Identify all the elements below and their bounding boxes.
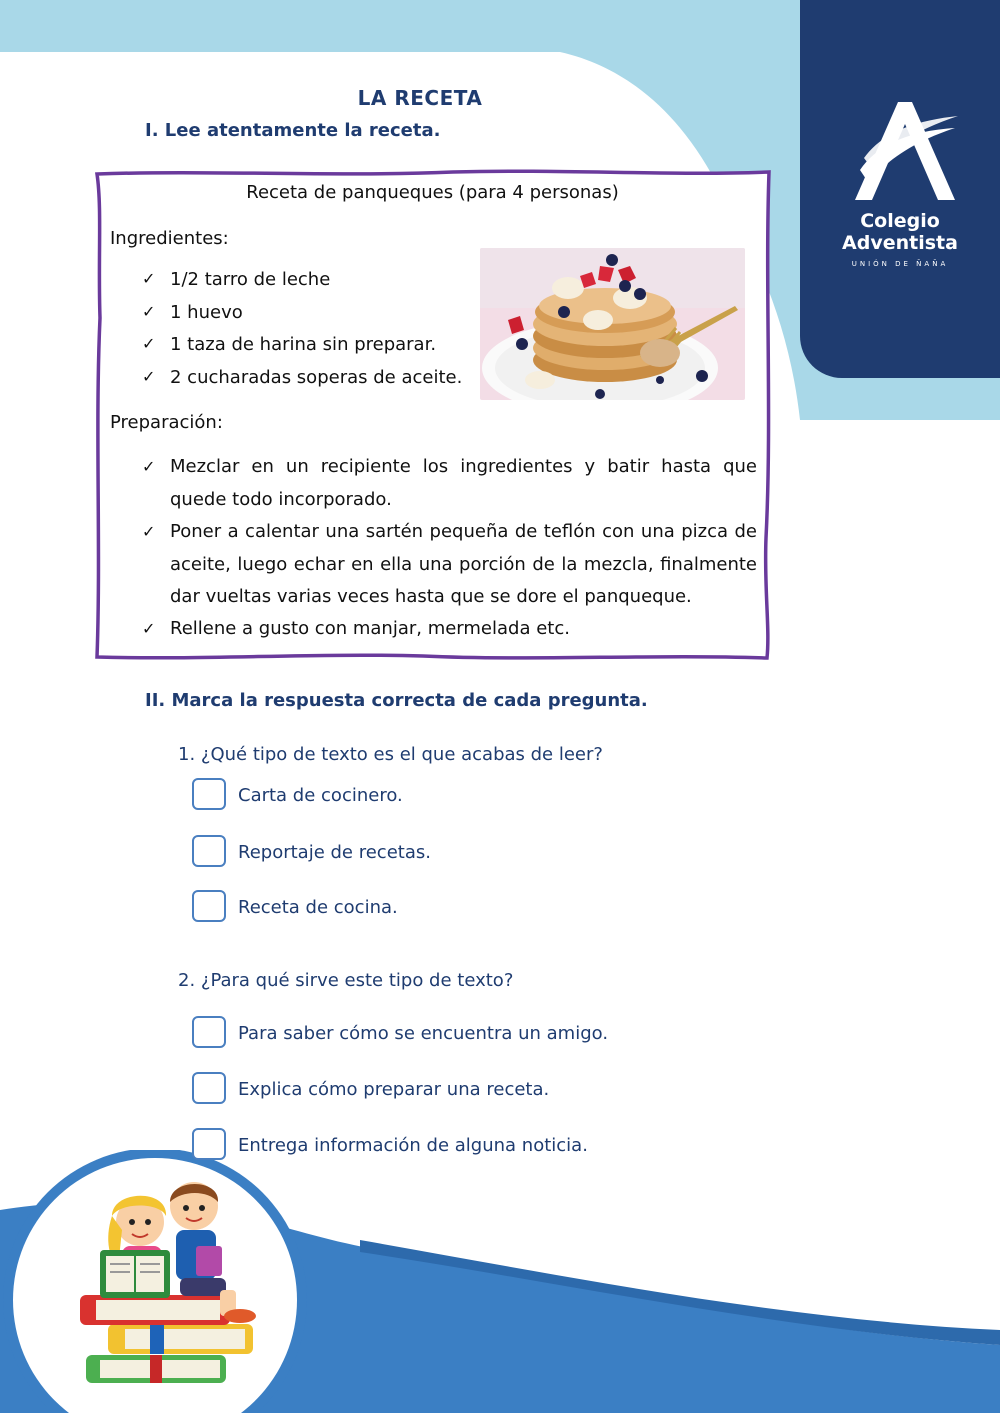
answer-option-label: Carta de cocinero.: [238, 785, 403, 806]
answer-option[interactable]: [192, 1016, 712, 1050]
preparation-step: [142, 613, 757, 646]
answer-option-label: Explica cómo preparar una receta.: [238, 1079, 550, 1100]
answer-option[interactable]: [192, 835, 712, 869]
checkbox[interactable]: [192, 1072, 226, 1104]
preparation-step-text: Mezclar en un recipiente los ingredientes y batir hasta que quede todo incorporado.: [170, 456, 757, 510]
check-icon: ✓: [142, 457, 156, 476]
answer-option[interactable]: [192, 778, 712, 812]
check-icon: ✓: [142, 619, 156, 638]
check-icon: ✓: [142, 367, 156, 386]
pancake-photo: [480, 248, 745, 400]
answer-option[interactable]: [192, 1128, 712, 1162]
checkbox[interactable]: [192, 835, 226, 867]
preparation-step-text: Rellene a gusto con manjar, mermelada etc.: [170, 618, 570, 639]
school-logo-panel: [800, 0, 1000, 378]
checkbox[interactable]: [192, 778, 226, 810]
page-title: LA RECETA: [357, 86, 483, 110]
recipe-title: Receta de panqueques (para 4 personas): [246, 182, 619, 203]
answer-option-label: Para saber cómo se encuentra un amigo.: [238, 1023, 609, 1044]
question-2: 2. ¿Para qué sirve este tipo de texto?: [178, 970, 514, 991]
answer-option-label: Reportaje de recetas.: [238, 842, 431, 863]
preparation-step: [142, 451, 757, 516]
ingredients-heading: Ingredientes:: [110, 228, 229, 249]
checkbox[interactable]: [192, 1128, 226, 1160]
answer-option[interactable]: [192, 890, 712, 924]
check-icon: ✓: [142, 269, 156, 288]
question-1: 1. ¿Qué tipo de texto es el que acabas de leer?: [178, 744, 603, 765]
ingredient-text: 1 taza de harina sin preparar.: [170, 334, 437, 355]
logo-subtitle: UNIÓN DE ÑAÑA: [851, 260, 949, 268]
ingredient-text: 1/2 tarro de leche: [170, 269, 331, 290]
preparation-step-text: Poner a calentar una sartén pequeña de teflón con una pizca de aceite, luego echar en ella una porción de la mezcla, finalmente dar vueltas varias veces hasta que se dore el panqueque.: [170, 521, 757, 607]
section-2-heading: II. Marca la respuesta correcta de cada pregunta.: [145, 690, 648, 711]
answer-option[interactable]: [192, 1072, 712, 1106]
school-logo-emblem: [850, 100, 960, 205]
checkbox[interactable]: [192, 890, 226, 922]
preparation-step: [142, 516, 757, 614]
kids-reading-illustration: [0, 1150, 310, 1413]
check-icon: ✓: [142, 302, 156, 321]
check-icon: ✓: [142, 334, 156, 353]
logo-text-line2: Adventista: [842, 232, 958, 254]
ingredient-text: 2 cucharadas soperas de aceite.: [170, 367, 463, 388]
answer-option-label: Receta de cocina.: [238, 897, 398, 918]
check-icon: ✓: [142, 522, 156, 541]
answer-option-label: Entrega información de alguna noticia.: [238, 1135, 588, 1156]
ingredient-text: 1 huevo: [170, 302, 243, 323]
checkbox[interactable]: [192, 1016, 226, 1048]
preparation-heading: Preparación:: [110, 412, 223, 433]
section-1-heading: I. Lee atentamente la receta.: [145, 120, 441, 141]
logo-text-line1: Colegio: [860, 210, 940, 232]
